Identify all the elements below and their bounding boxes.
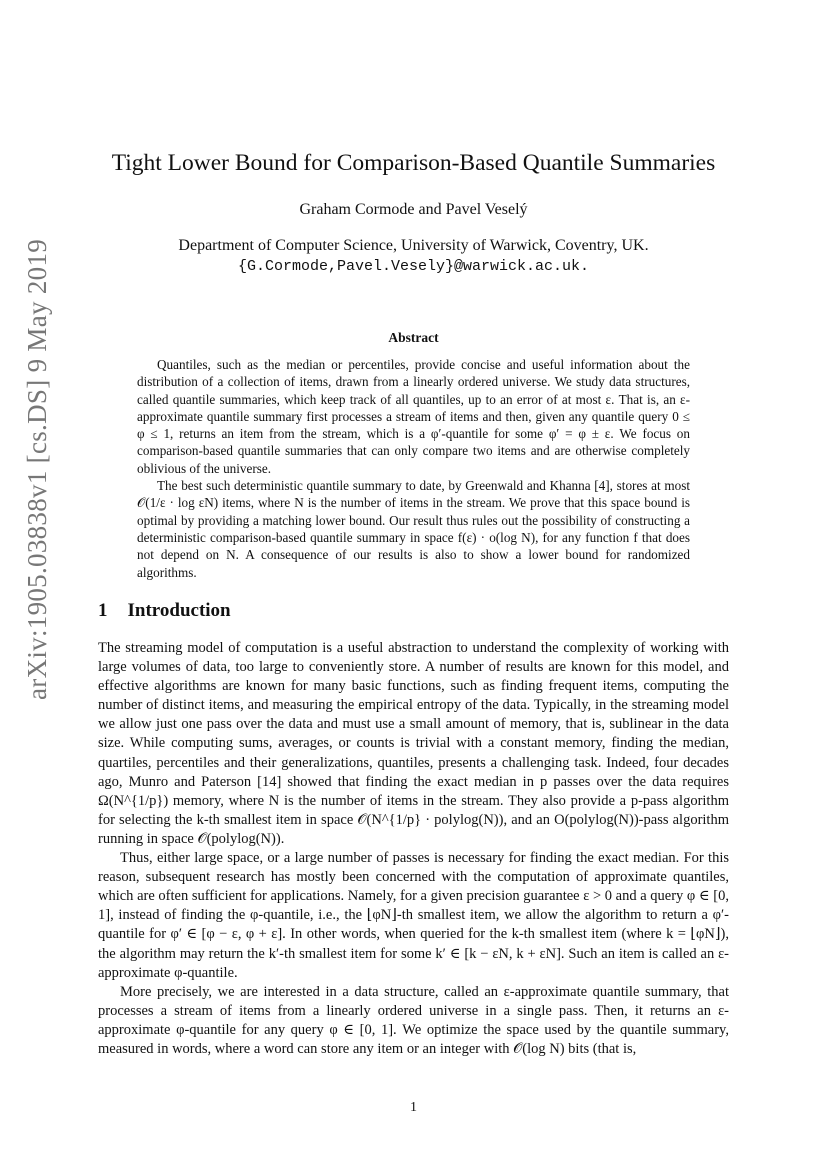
body-paragraph: Thus, either large space, or a large number of passes is necessary for finding the exact median. For this reason, subsequent research has mostly been concerned with the computation of approximate quantiles, which are often sufficient for applications. Namely, for a given precision guarantee ε > 0 and a query φ ∈ [0, 1], instead of finding the φ-quantile, i.e., the ⌊φN⌋-th smallest item, we allow the algorithm to return a φ′-quantile for φ′ ∈ [φ − ε, φ + ε]. In other words, when queried for the k-th smallest item (where k = ⌊φN⌋), the algorithm may return the k′-th smallest item for some k′ ∈ [k − εN, k + εN]. Such an item is called an ε-approximate φ-quantile. bbox=[98, 850, 729, 981]
section-title: Introduction bbox=[127, 600, 231, 621]
section-number: 1 bbox=[98, 600, 108, 621]
page-number: 1 bbox=[410, 1100, 417, 1115]
arxiv-id: arXiv:1905.03838v1 [cs.DS] 9 May 2019 bbox=[22, 238, 52, 700]
paper-title: Tight Lower Bound for Comparison-Based Quantile Summaries bbox=[111, 150, 716, 176]
body-text bbox=[98, 639, 729, 1059]
body-paragraph: The streaming model of computation is a useful abstraction to understand the complexity of working with large volumes of data, too large to conveniently store. A number of results are known for this model, and effective algorithms are known for many basic functions, such as finding frequent items, computing the number of distinct items, and measuring the empirical entropy of the data. Typically, in the streaming model we allow just one pass over the data and must use a small amount of memory, that is, sublinear in the data size. While computing sums, averages, or counts is trivial with a constant memory, finding the median, quartiles, percentiles and their generalizations, quantiles, presents a challenging task. Indeed, four decades ago, Munro and Paterson [14] showed that finding the exact median in p passes over the data requires Ω(N^{1/p}) memory, where N is the number of items in the stream. They also provide a p-pass algorithm for selecting the k-th smallest item in space 𝒪(N^{1/p} · polylog(N)), and an O(polylog(N))-pass algorithm running in space 𝒪(polylog(N)). bbox=[98, 640, 729, 847]
affiliation: Department of Computer Science, University of Warwick, Coventry, UK. bbox=[178, 237, 649, 254]
authors: Graham Cormode and Pavel Veselý bbox=[299, 201, 528, 218]
abstract-paragraph: The best such deterministic quantile summary to date, by Greenwald and Khanna [4], stores at most 𝒪(1/ε · log εN) items, where N is the number of items in the stream. We prove that this space bound is optimal by providing a matching lower bound. Our result thus rules out the possibility of constructing a deterministic comparison-based quantile summary in space f(ε) · o(log N), for any function f that does not depend on N. A consequence of our results is also to show a lower bound for randomized algorithms. bbox=[137, 478, 690, 580]
arxiv-stamp bbox=[14, 238, 54, 700]
affiliation-block bbox=[0, 235, 827, 277]
email: {G.Cormode,Pavel.Vesely}@warwick.ac.uk. bbox=[237, 258, 590, 275]
abstract bbox=[137, 356, 690, 581]
abstract-paragraph: Quantiles, such as the median or percentiles, provide concise and useful information about the distribution of a collection of items, drawn from a linearly ordered universe. We study data structures, called quantile summaries, which keep track of all quantiles, up to an error of at most ε. That is, an ε-approximate quantile summary first processes a stream of items and then, given any quantile query 0 ≤ φ ≤ 1, returns an item from the stream, which is a φ′-quantile for some φ′ = φ ± ε. We focus on comparison-based quantile summaries that can only compare two items and are otherwise completely oblivious of the universe. bbox=[137, 357, 690, 476]
section-heading bbox=[98, 600, 231, 622]
body-paragraph: More precisely, we are interested in a data structure, called an ε-approximate quantile summary, that processes a stream of items from a linearly ordered universe in a single pass. Then, it returns an ε-approximate φ-quantile for any query φ ∈ [0, 1]. We optimize the space used by the quantile summary, measured in words, where a word can store any item or an integer with 𝒪(log N) bits (that is, bbox=[98, 983, 729, 1057]
abstract-heading: Abstract bbox=[388, 330, 439, 345]
